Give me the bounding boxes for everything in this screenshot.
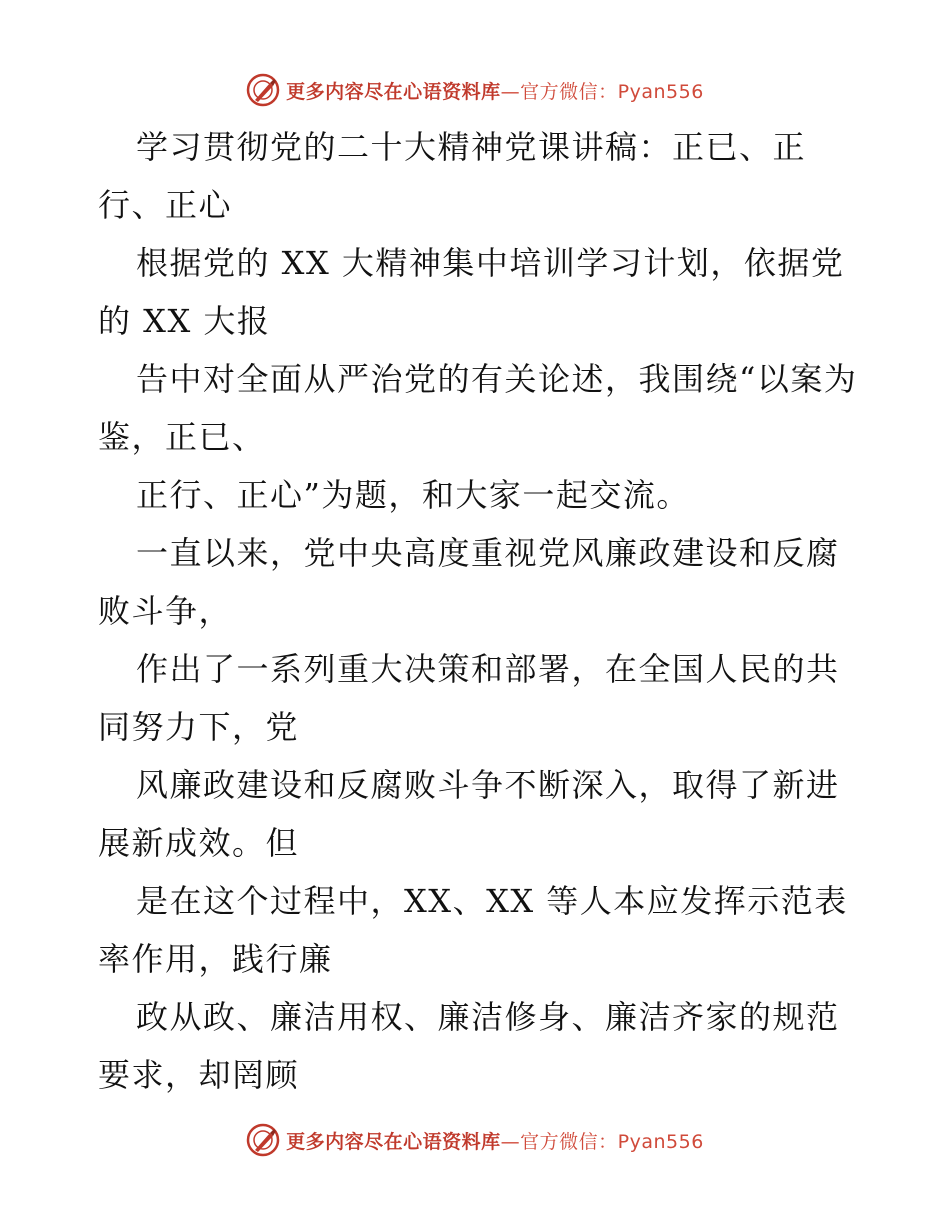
header-watermark-sub: 官方微信：Pyan556 <box>520 80 704 103</box>
paragraph: 一直以来，党中央高度重视党风廉政建设和反腐败斗争， <box>98 534 840 630</box>
pen-logo-icon <box>246 1123 280 1157</box>
document-title: 学习贯彻党的二十大精神党课讲稿：正已、正行、正心 <box>98 128 807 224</box>
paragraph: 政从政、廉洁用权、廉洁修身、廉洁齐家的规范要求，却罔顾 <box>98 998 840 1094</box>
paragraph: 根据党的 XX 大精神集中培训学习计划，依据党的 XX 大报 <box>98 244 845 340</box>
paragraph: 风廉政建设和反腐败斗争不断深入，取得了新进展新成效。但 <box>98 766 840 862</box>
header-watermark-text <box>286 77 704 104</box>
header-watermark-separator: — <box>500 80 521 103</box>
paragraph: 是在这个过程中，XX、XX 等人本应发挥示范表率作用，践行廉 <box>98 882 848 978</box>
paragraph: 正行、正心”为题，和大家一起交流。 <box>136 476 690 514</box>
paragraph: 告中对全面从严治党的有关论述，我围绕“以案为鉴，正已、 <box>98 360 858 456</box>
footer-watermark-text <box>286 1127 704 1154</box>
header-watermark-banner <box>0 70 950 110</box>
footer-watermark-banner <box>0 1120 950 1160</box>
pen-logo-icon <box>246 73 280 107</box>
footer-watermark-sub: 官方微信：Pyan556 <box>520 1130 704 1153</box>
paragraph: 作出了一系列重大决策和部署，在全国人民的共同努力下，党 <box>98 650 840 746</box>
footer-watermark-main: 更多内容尽在心语资料库 <box>286 1130 501 1153</box>
document-body <box>98 118 858 1104</box>
footer-watermark-separator: — <box>500 1130 521 1153</box>
header-watermark-main: 更多内容尽在心语资料库 <box>286 80 501 103</box>
